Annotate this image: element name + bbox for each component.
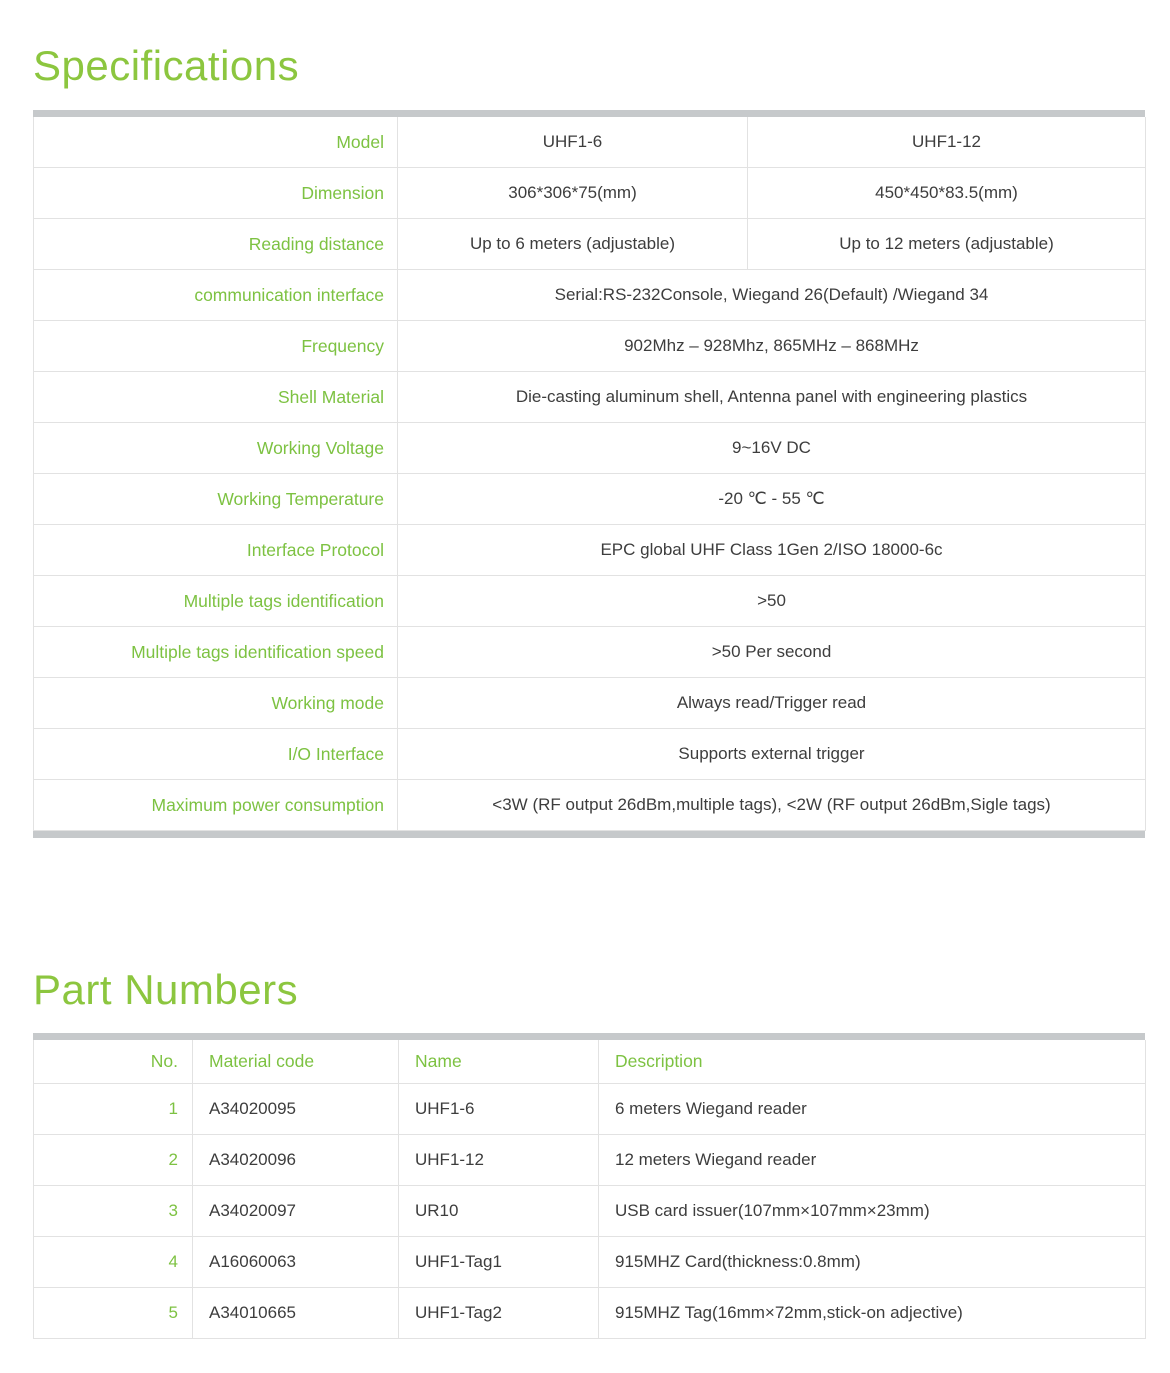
part-cell: UHF1-Tag2 xyxy=(399,1288,599,1339)
spec-label: Shell Material xyxy=(34,372,398,423)
part-numbers-table-body xyxy=(34,1084,1146,1339)
part-cell: 12 meters Wiegand reader xyxy=(599,1135,1146,1186)
spec-label: Working mode xyxy=(34,678,398,729)
spec-label: Interface Protocol xyxy=(34,525,398,576)
spec-value: Serial:RS-232Console, Wiegand 26(Default) /Wiegand 34 xyxy=(398,270,1146,321)
spec-row xyxy=(34,729,1146,780)
spec-row xyxy=(34,678,1146,729)
part-numbers-table-head xyxy=(34,1040,1146,1084)
spec-value: 9~16V DC xyxy=(398,423,1146,474)
spec-value: Always read/Trigger read xyxy=(398,678,1146,729)
part-cell: A34010665 xyxy=(193,1288,399,1339)
spec-row xyxy=(34,423,1146,474)
specifications-table-top-bar xyxy=(33,110,1145,117)
part-column-header: No. xyxy=(34,1040,193,1084)
spec-row xyxy=(34,525,1146,576)
part-numbers-header-row xyxy=(34,1040,1146,1084)
specifications-table-bottom-bar xyxy=(33,831,1145,838)
spec-value: <3W (RF output 26dBm,multiple tags), <2W (RF output 26dBm,Sigle tags) xyxy=(398,780,1146,831)
part-cell: A34020097 xyxy=(193,1186,399,1237)
part-numbers-table-wrap xyxy=(33,1033,1145,1339)
part-row xyxy=(34,1237,1146,1288)
spec-label: Working Voltage xyxy=(34,423,398,474)
spec-value: EPC global UHF Class 1Gen 2/ISO 18000-6c xyxy=(398,525,1146,576)
spec-row xyxy=(34,117,1146,168)
part-numbers-section xyxy=(33,966,1145,1339)
part-cell: UHF1-12 xyxy=(399,1135,599,1186)
spec-label: communication interface xyxy=(34,270,398,321)
specifications-table-wrap xyxy=(33,110,1145,838)
part-column-header: Name xyxy=(399,1040,599,1084)
spec-label: Multiple tags identification xyxy=(34,576,398,627)
spec-value: Up to 6 meters (adjustable) xyxy=(398,219,748,270)
spec-row xyxy=(34,321,1146,372)
spec-value: Die-casting aluminum shell, Antenna panel with engineering plastics xyxy=(398,372,1146,423)
spec-value: UHF1-6 xyxy=(398,117,748,168)
spec-row xyxy=(34,219,1146,270)
part-cell: A16060063 xyxy=(193,1237,399,1288)
spec-value: 306*306*75(mm) xyxy=(398,168,748,219)
part-cell: A34020095 xyxy=(193,1084,399,1135)
specifications-table-body xyxy=(34,117,1146,831)
spec-value: Supports external trigger xyxy=(398,729,1146,780)
specifications-title: Specifications xyxy=(33,42,300,89)
part-numbers-table xyxy=(33,1040,1146,1339)
spec-label: I/O Interface xyxy=(34,729,398,780)
spec-row xyxy=(34,576,1146,627)
part-numbers-title: Part Numbers xyxy=(33,966,299,1013)
spec-row xyxy=(34,474,1146,525)
spec-label: Frequency xyxy=(34,321,398,372)
spec-label: Reading distance xyxy=(34,219,398,270)
part-cell: 2 xyxy=(34,1135,193,1186)
spec-row xyxy=(34,627,1146,678)
spec-value: 450*450*83.5(mm) xyxy=(748,168,1146,219)
part-row xyxy=(34,1186,1146,1237)
part-cell: 3 xyxy=(34,1186,193,1237)
part-cell: 915MHZ Card(thickness:0.8mm) xyxy=(599,1237,1146,1288)
part-cell: A34020096 xyxy=(193,1135,399,1186)
spec-label: Dimension xyxy=(34,168,398,219)
part-numbers-table-top-bar xyxy=(33,1033,1145,1040)
specifications-section xyxy=(33,42,1145,838)
spec-row xyxy=(34,270,1146,321)
part-cell: 5 xyxy=(34,1288,193,1339)
spec-value: Up to 12 meters (adjustable) xyxy=(748,219,1146,270)
spec-value: -20 ℃ - 55 ℃ xyxy=(398,474,1146,525)
spec-row xyxy=(34,372,1146,423)
spec-value: 902Mhz – 928Mhz, 865MHz – 868MHz xyxy=(398,321,1146,372)
part-row xyxy=(34,1084,1146,1135)
spec-label: Working Temperature xyxy=(34,474,398,525)
spec-value: >50 xyxy=(398,576,1146,627)
spec-value: >50 Per second xyxy=(398,627,1146,678)
spec-row xyxy=(34,780,1146,831)
spec-label: Model xyxy=(34,117,398,168)
specifications-table xyxy=(33,117,1146,831)
spec-row xyxy=(34,168,1146,219)
spec-label: Maximum power consumption xyxy=(34,780,398,831)
spec-value: UHF1-12 xyxy=(748,117,1146,168)
part-cell: UHF1-Tag1 xyxy=(399,1237,599,1288)
spec-label: Multiple tags identification speed xyxy=(34,627,398,678)
part-cell: 915MHZ Tag(16mm×72mm,stick-on adjective) xyxy=(599,1288,1146,1339)
part-column-header: Material code xyxy=(193,1040,399,1084)
part-cell: UR10 xyxy=(399,1186,599,1237)
part-cell: 6 meters Wiegand reader xyxy=(599,1084,1146,1135)
part-row xyxy=(34,1288,1146,1339)
part-cell: USB card issuer(107mm×107mm×23mm) xyxy=(599,1186,1146,1237)
part-cell: UHF1-6 xyxy=(399,1084,599,1135)
part-column-header: Description xyxy=(599,1040,1146,1084)
part-cell: 1 xyxy=(34,1084,193,1135)
part-cell: 4 xyxy=(34,1237,193,1288)
part-row xyxy=(34,1135,1146,1186)
spec-sheet-page xyxy=(0,42,1170,1373)
